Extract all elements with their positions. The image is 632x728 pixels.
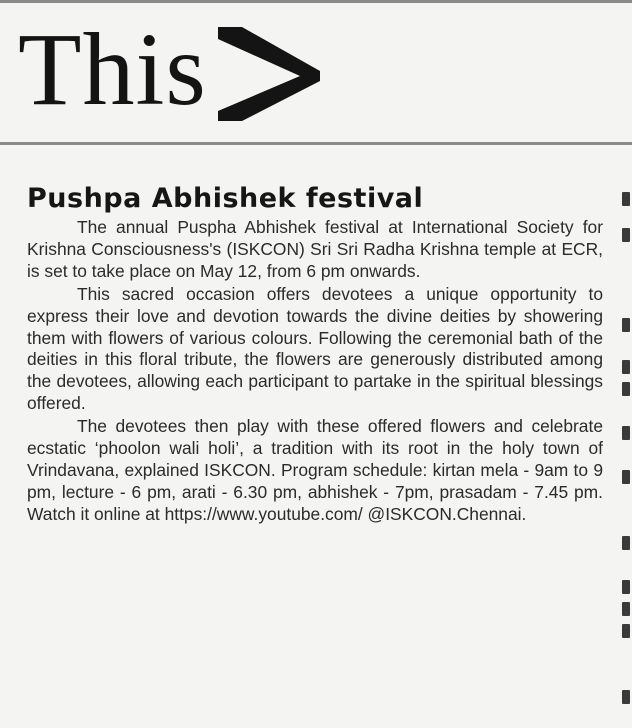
article-paragraph: The annual Puspha Abhishek festival at International Society for Krishna Consciousness's (ISKCON) Sri Sri Radha Krishna temple at ECR, is set to take place on May 12, from 6 pm onwards. (27, 217, 603, 281)
header-divider (0, 142, 632, 145)
chevron-right-icon (214, 23, 324, 123)
article-paragraph: The devotees then play with these offered flowers and celebrate ecstatic ‘phoolon wali holi’, a tradition with its root in the holy town of Vrindavana, explained ISKCON. Program schedule: kirtan mela - 9am to 9 pm, lecture - 6 pm, arati - 6.30 pm, abhishek - 7pm, prasadam - 7.45 pm. Watch it online at https://www.youtube.com/ @ISKCON.Chennai. (27, 416, 603, 524)
section-header (0, 3, 632, 143)
article (27, 181, 603, 526)
article-headline: Pushpa Abhishek festival (27, 183, 424, 214)
adjacent-column-edge (622, 150, 632, 728)
section-title: This (18, 12, 207, 127)
article-paragraph: This sacred occasion offers devotees a unique opportunity to express their love and devotion towards the divine deities by showering them with flowers of various colours. Following the ceremonial bath of the deities in this floral tribute, the flowers are generously distributed among the devotees, allowing each participant to partake in the spiritual blessings offered. (27, 283, 603, 414)
